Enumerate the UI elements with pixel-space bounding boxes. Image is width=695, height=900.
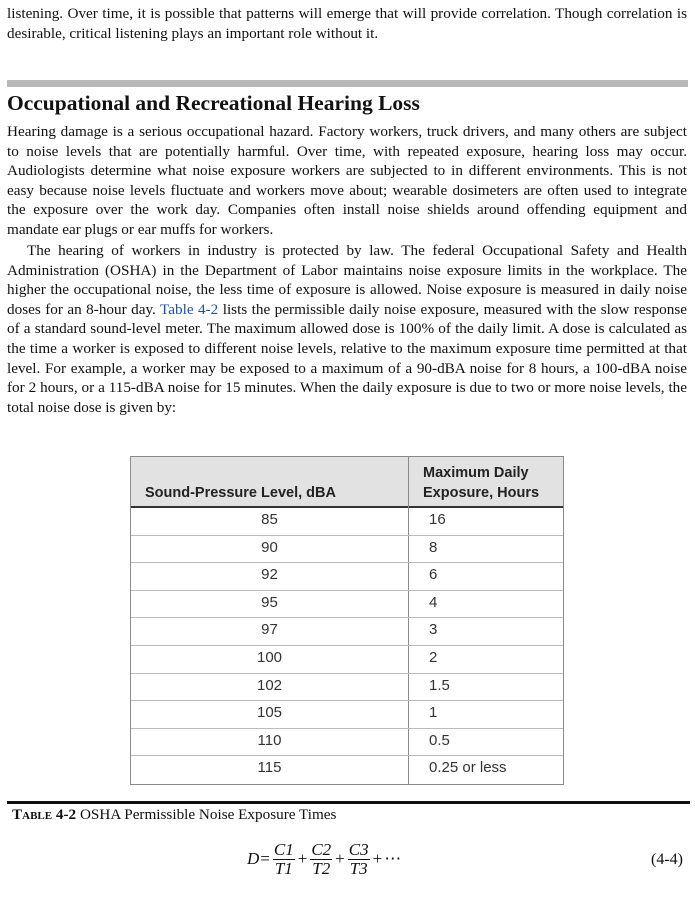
table-row <box>131 673 563 702</box>
fraction-term <box>310 841 332 878</box>
osha-exposure-table <box>130 456 564 785</box>
cell-sound-level: 100 <box>256 649 283 666</box>
caption-rule <box>7 801 690 804</box>
section-divider <box>7 80 688 87</box>
caption-text: OSHA Permissible Noise Exposure Times <box>76 806 337 823</box>
table-caption <box>12 806 336 824</box>
equation-plus: + <box>297 849 308 868</box>
paragraph-osha-text-1: The hearing of workers in industry is protected by law. The federal Occupational Safety and Health Administration (OSHA) in the Department of Labor maintains noise exposure limits in the workplace. The higher the occupational noise, the less time of exposure is allowed. Noise exposure is measured in daily noise doses for an 8-hour day. <box>7 242 687 318</box>
cell-sound-level: 102 <box>256 676 283 694</box>
cell-max-exposure: 2 <box>429 649 438 666</box>
intro-paragraph: listening. Over time, it is possible that patterns will emerge that will provide correlation. Though correlation is desirable, critical listening plays an important role without it. <box>7 5 687 42</box>
fraction-term <box>273 841 295 878</box>
dose-equation <box>247 836 402 882</box>
section-heading: Occupational and Recreational Hearing Loss <box>7 91 420 115</box>
equation-number: (4-4) <box>651 851 683 868</box>
cell-sound-level: 110 <box>257 731 282 749</box>
cell-max-exposure: 1.5 <box>429 676 450 694</box>
equation-lhs: D <box>247 849 260 868</box>
table-row <box>131 562 563 591</box>
paragraph-hearing-damage: Hearing damage is a serious occupational hazard. Factory workers, truck drivers, and many others are subject to noise levels that are potentially harmful. Over time, with repeated exposure, hearing loss may occur. Audiologists determine what noise exposure workers are subjected to in different environments. This is not easy because noise levels fluctuate and workers move about; wearable dosimeters are often used to integrate the exposure over the work day. Companies often install noise shields around offending equipment and mandate ear plugs or ear muffs for workers. <box>7 123 687 238</box>
equation-plus: + <box>372 849 383 868</box>
equation-equals: = <box>260 849 270 868</box>
fraction-denominator: T2 <box>312 858 331 878</box>
paragraph-osha-text-2: lists the permissible daily noise exposure, measured with the slow response of a standard sound-level meter. The maximum allowed dose is 100% of the daily limit. A dose is calculated as the time a worker is exposed to different noise levels, relative to the maximum exposure time permitted at that level. For example, a worker may be exposed to a maximum of a 90-dBA noise for 8 hours, a 100-dBA noise for 2 hours, or a 115-dBA noise for 15 minutes. When the daily exposure is due to two or more noise levels, the total noise dose is given by: <box>7 300 687 416</box>
table-row <box>131 590 563 619</box>
table-row <box>131 507 563 536</box>
cell-sound-level: 95 <box>261 593 278 611</box>
cell-max-exposure: 3 <box>429 621 438 639</box>
cell-sound-level: 92 <box>261 566 278 584</box>
paragraph-osha <box>7 241 687 417</box>
header-max-exposure: Maximum Daily Exposure, Hours <box>423 465 540 501</box>
fraction-numerator: C3 <box>348 839 369 859</box>
table-row <box>131 535 563 564</box>
cell-sound-level: 97 <box>261 621 278 639</box>
cell-sound-level: 105 <box>256 704 283 722</box>
table-header <box>131 457 563 508</box>
table-row <box>131 617 563 646</box>
header-sound-level: Sound-Pressure Level, dBA <box>145 485 336 501</box>
cell-max-exposure: 0.5 <box>429 731 450 749</box>
cell-sound-level: 85 <box>261 511 278 528</box>
table-row <box>131 700 563 729</box>
fraction-term <box>348 841 370 878</box>
cell-max-exposure: 0.25 or less <box>429 759 507 777</box>
table-4-2-link[interactable]: Table 4-2 <box>160 300 219 318</box>
table-row <box>131 755 563 783</box>
cell-sound-level: 90 <box>261 538 278 556</box>
fraction-denominator: T1 <box>274 858 293 878</box>
fraction-numerator: C2 <box>311 839 332 859</box>
table-row <box>131 728 563 757</box>
table-row <box>131 645 563 674</box>
cell-max-exposure: 1 <box>429 704 438 722</box>
equation-ellipsis: ⋯ <box>384 849 402 868</box>
cell-max-exposure: 6 <box>429 566 438 584</box>
caption-label: Table 4-2 <box>12 806 77 823</box>
equation-plus: + <box>335 849 345 868</box>
cell-sound-level: 115 <box>257 759 282 777</box>
cell-max-exposure: 4 <box>429 593 438 611</box>
fraction-denominator: T3 <box>349 858 368 878</box>
cell-max-exposure: 16 <box>429 511 446 528</box>
cell-max-exposure: 8 <box>429 538 438 556</box>
fraction-numerator: C1 <box>273 839 294 859</box>
